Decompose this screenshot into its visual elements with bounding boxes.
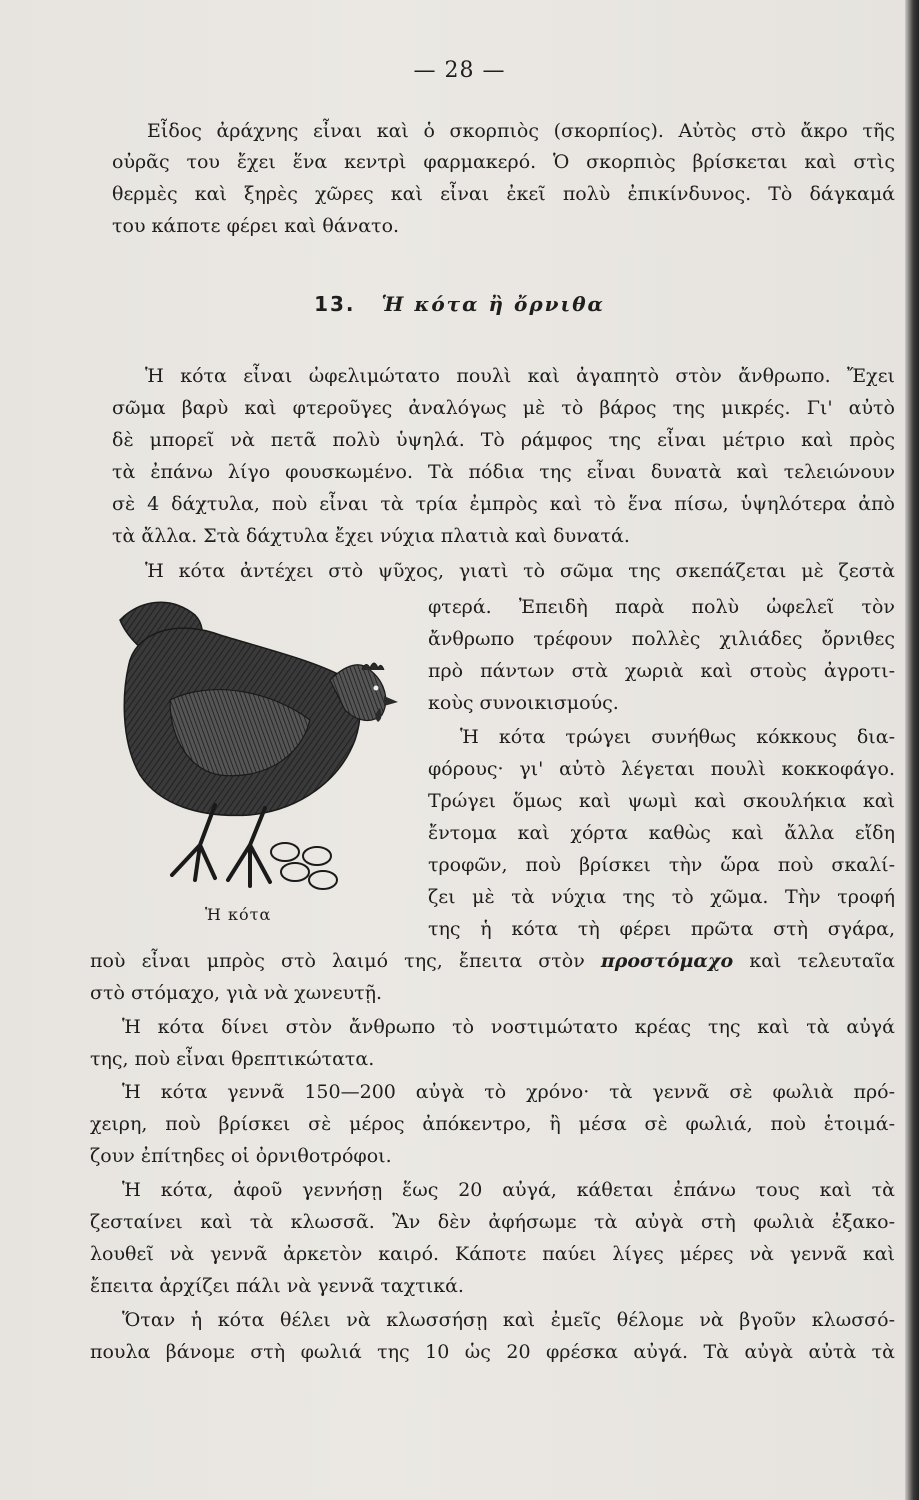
intro-line: του κάποτε φέρει καὶ θάνατο. [112,215,400,237]
intro-line: Εἶδος ἀράχνης εἶναι καὶ ὁ σκορπιὸς (σκορπίος). Αὐτὸς στὸ ἄκρο τῆς [147,120,895,142]
body-line: της ἡ κότα τὴ φέρει πρῶτα στὴ σγάρα, [428,918,895,940]
figure-caption: Ἡ κότα [205,905,272,924]
body-line [90,946,895,976]
body-line: Τρώγει ὅμως καὶ ψωμὶ καὶ σκουλήκια καὶ [428,790,895,812]
body-line: φτερά. Ἐπειδὴ παρὰ πολὺ ὠφελεῖ τὸν [428,596,895,618]
body-line: στὸ στόμαχο, γιὰ νὰ χωνευτῇ. [90,982,383,1004]
hen-icon [100,590,430,910]
body-line: ζει μὲ τὰ νύχια της τὸ χῶμα. Τὴν τροφή [428,886,895,908]
body-line: Ὅταν ἡ κότα θέλει νὰ κλωσσήσῃ καὶ ἐμεῖς θέλομε νὰ βγοῦν κλωσσό- [122,1309,895,1331]
body-line: Ἡ κότα γεννᾶ 150—200 αὐγὰ τὸ χρόνο· τὰ γεννᾶ σὲ φωλιὰ πρό- [122,1081,895,1103]
body-line: ζουν ἐπίτηδες οἱ ὀρνιθοτρόφοι. [90,1145,392,1167]
body-line: ἄνθρωπο τρέφουν πολλὲς χιλιάδες ὄρνιθες [428,628,895,650]
body-line: σὲ 4 δάχτυλα, ποὺ εἶναι τὰ τρία ἐμπρὸς καὶ τὸ ἕνα πίσω, ὑψηλότερα ἀπὸ [112,493,895,515]
emphasized-term: προστόμαχο [600,950,734,972]
body-line: φόρους· γι' αὐτὸ λέγεται πουλὶ κοκκοφάγο. [428,758,895,780]
section-heading [0,292,919,316]
eggs [271,843,337,889]
body-line: Ἡ κότα δίνει στὸν ἄνθρωπο τὸ νοστιμώτατο κρέας της καὶ τὰ αὐγά [122,1016,895,1038]
body-line: κοὺς συνοικισμούς. [428,692,619,714]
body-line: πρὸ πάντων στὰ χωριὰ καὶ στοὺς ἀγροτι- [428,660,895,682]
body-line: Ἡ κότα, ἀφοῦ γεννήσῃ ἕως 20 αὐγά, κάθεται ἐπάνω τους καὶ τὰ [122,1179,895,1201]
body-line: πουλα βάνομε στὴ φωλιά της 10 ὡς 20 φρέσκα αὐγά. Τὰ αὐγὰ αὐτὰ τὰ [90,1341,895,1363]
body-line: χειρη, ποὺ βρίσκει σὲ μέρος ἀπόκεντρο, ἢ μέσα σὲ φωλιά, ποὺ ἑτοιμά- [90,1113,895,1135]
page-number: — 28 — [413,58,506,83]
body-line: λουθεῖ νὰ γεννᾶ ἀρκετὸν καιρό. Κάποτε παύει λίγες μέρες νὰ γεννᾶ καὶ [90,1243,895,1265]
hen-illustration [100,590,430,910]
body-line: ἔντομα καὶ χόρτα καθὼς καὶ ἄλλα εἴδη [428,822,895,844]
intro-line: οὐρᾶς του ἔχει ἕνα κεντρὶ φαρμακερό. Ὁ σκορπιὸς βρίσκεται καὶ στὶς [112,151,895,173]
body-line: τὰ ἐπάνω λίγο φουσκωμένο. Τὰ πόδια της εἶναι δυνατὰ καὶ τελειώνουν [112,461,895,483]
body-line: σῶμα βαρὺ καὶ φτεροῦγες ἀναλόγως μὲ τὸ βάρος της μικρές. Γι' αὐτὸ [112,397,895,419]
body-line: ζεσταίνει καὶ τὰ κλωσσᾶ. Ἂν δὲν ἀφήσωμε τὰ αὐγὰ στὴ φωλιὰ ἐξακο- [90,1211,895,1233]
text-segment: καὶ τελευταῖα [733,950,895,972]
body-line: τροφῶν, ποὺ βρίσκει τὴν ὥρα ποὺ σκαλί- [428,854,895,876]
intro-line: θερμὲς καὶ ξηρὲς χῶρες καὶ εἶναι ἐκεῖ πολὺ ἐπικίνδυνος. Τὸ δάγκαμά [112,183,895,205]
body-line: ἔπειτα ἀρχίζει πάλι νὰ γεννᾶ ταχτικά. [90,1275,464,1297]
body-line: Ἡ κότα εἶναι ὠφελιμώτατο πουλὶ καὶ ἀγαπητὸ στὸν ἄνθρωπο. Ἔχει [145,365,895,387]
body-line: Ἡ κότα ἀντέχει στὸ ψῦχος, γιατὶ τὸ σῶμα της σκεπάζεται μὲ ζεστὰ [145,560,895,582]
body-line: Ἡ κότα τρώγει συνήθως κόκκους δια- [460,726,895,748]
page-edge-shadow [905,0,919,1500]
body-line: τὰ ἄλλα. Στὰ δάχτυλα ἔχει νύχια πλατιὰ καὶ δυνατά. [112,525,630,547]
text-segment: ποὺ εἶναι μπρὸς στὸ λαιμό της, ἔπειτα στὸν [90,950,601,972]
section-number: 13. [314,292,356,316]
section-title: Ἡ κότα ἢ ὄρνιθα [381,292,605,316]
body-line: δὲ μπορεῖ νὰ πετᾶ πολὺ ὑψηλά. Τὸ ράμφος της εἶναι μέτριο καὶ πρὸς [112,429,895,451]
body-line: της, ποὺ εἶναι θρεπτικώτατα. [90,1048,375,1070]
